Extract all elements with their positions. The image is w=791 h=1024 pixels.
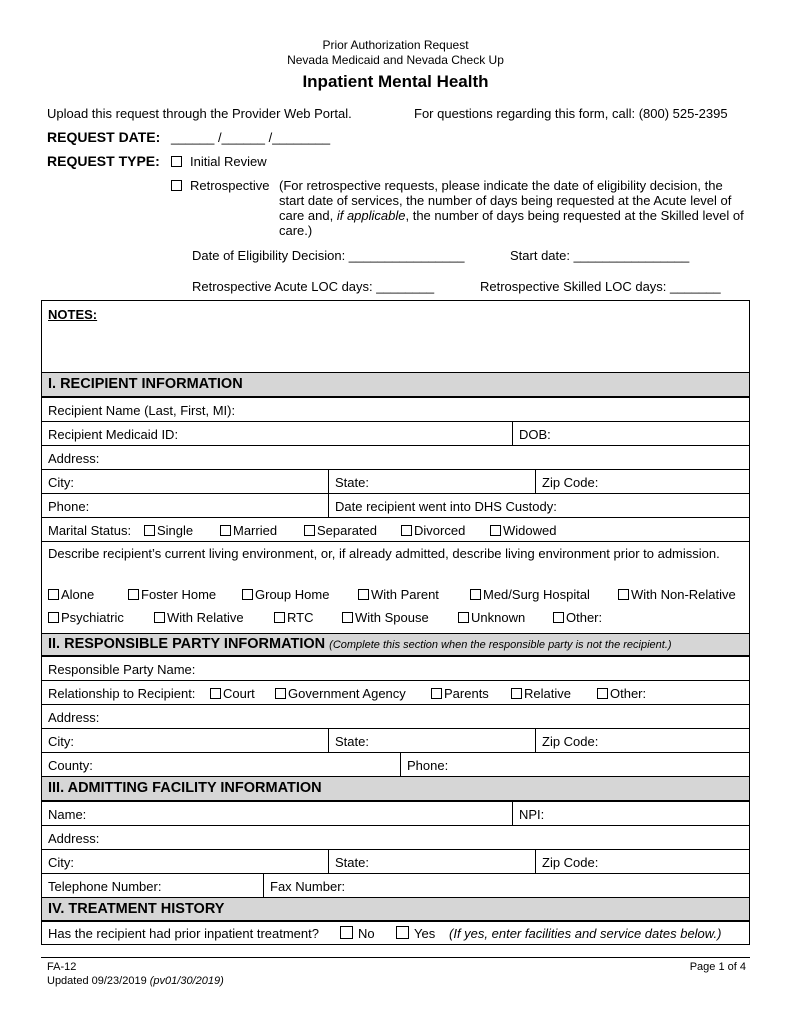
start-date-field[interactable]: Start date: ________________: [510, 248, 690, 263]
marital-status-label: Marital Status:: [48, 523, 132, 538]
form-id: FA-12: [47, 961, 77, 973]
relationship-other[interactable]: Other:: [597, 686, 646, 701]
dob-label: DOB:: [519, 427, 551, 442]
section-3-title: III. ADMITTING FACILITY INFORMATION: [48, 780, 322, 796]
relationship-government-agency[interactable]: Government Agency: [275, 686, 406, 701]
checkbox[interactable]: [275, 688, 286, 699]
section-2-header: [42, 634, 749, 657]
relationship-court[interactable]: Court: [210, 686, 255, 701]
retrospective-checkbox[interactable]: [171, 180, 182, 191]
checkbox[interactable]: [458, 612, 469, 623]
section-2-title: II. RESPONSIBLE PARTY INFORMATION (Complete this section when the responsible party is not the recipient.): [48, 636, 672, 652]
section-3-header: [42, 777, 749, 802]
zip-label: Zip Code:: [542, 855, 599, 870]
initial-review-option[interactable]: Initial Review: [171, 154, 267, 169]
telephone-label: Telephone Number:: [48, 879, 162, 894]
state-label: State:: [335, 734, 369, 749]
living-group-home[interactable]: Group Home: [242, 587, 329, 602]
checkbox[interactable]: [470, 589, 481, 600]
facility-name-row: [42, 802, 749, 826]
checkbox[interactable]: [128, 589, 139, 600]
request-type-label: REQUEST TYPE:: [47, 153, 160, 169]
medicaid-id-label: Recipient Medicaid ID:: [48, 427, 179, 442]
recipient-address-row[interactable]: [42, 446, 749, 470]
living-environment-question: Describe recipient’s current living environment, or, if already admitted, describe living environment prior to admission.: [48, 546, 720, 561]
form-title: Inpatient Mental Health: [302, 72, 489, 91]
living-unknown[interactable]: Unknown: [458, 610, 525, 625]
responsible-address-row[interactable]: [42, 705, 749, 729]
prior-treatment-row: [42, 922, 749, 944]
checkbox[interactable]: [618, 589, 629, 600]
recipient-id-row: [42, 422, 749, 446]
request-date-field[interactable]: ______ /______ /________: [171, 130, 331, 145]
responsible-city-row: [42, 729, 749, 753]
facility-name-label: Name:: [48, 807, 87, 822]
living-alone[interactable]: Alone: [48, 587, 94, 602]
responsible-county-row: [42, 753, 749, 777]
section-4-title: IV. TREATMENT HISTORY: [48, 901, 225, 917]
phone-label: Phone:: [407, 758, 449, 773]
checkbox[interactable]: [242, 589, 253, 600]
checkbox[interactable]: [490, 525, 501, 536]
skilled-loc-days-field[interactable]: Retrospective Skilled LOC days: _______: [480, 279, 721, 294]
updated-date: Updated 09/23/2019 (pv01/30/2019): [47, 975, 224, 987]
npi-label: NPI:: [519, 807, 545, 822]
relationship-parents[interactable]: Parents: [431, 686, 489, 701]
checkbox[interactable]: [48, 589, 59, 600]
checkbox[interactable]: [342, 612, 353, 623]
zip-label: Zip Code:: [542, 475, 599, 490]
header-line-2: Nevada Medicaid and Nevada Check Up: [287, 53, 504, 67]
checkbox[interactable]: [431, 688, 442, 699]
phone-label: Phone:: [48, 499, 90, 514]
facility-city-row: [42, 850, 749, 874]
questions-phone: For questions regarding this form, call: (800) 525-2395: [414, 106, 728, 121]
address-label: Address:: [48, 831, 100, 846]
prior-treatment-no[interactable]: No: [340, 926, 375, 941]
acute-loc-days-field[interactable]: Retrospective Acute LOC days: ________: [192, 279, 435, 294]
marital-single[interactable]: Single: [144, 523, 193, 538]
relationship-relative[interactable]: Relative: [511, 686, 571, 701]
fax-label: Fax Number:: [270, 879, 346, 894]
eligibility-decision-date-field[interactable]: Date of Eligibility Decision: ________________: [192, 248, 465, 263]
section-4-header: [42, 898, 749, 922]
state-label: State:: [335, 855, 369, 870]
living-foster-home[interactable]: Foster Home: [128, 587, 216, 602]
living-with-non-relative[interactable]: With Non-Relative: [618, 587, 736, 602]
checkbox[interactable]: [144, 525, 155, 536]
checkbox[interactable]: [48, 612, 59, 623]
state-label: State:: [335, 475, 369, 490]
checkbox[interactable]: [553, 612, 564, 623]
prior-treatment-note: (If yes, enter facilities and service dates below.): [449, 926, 722, 941]
section-2-note: (Complete this section when the responsible party is not the recipient.): [329, 639, 672, 651]
checkbox[interactable]: [304, 525, 315, 536]
marital-separated[interactable]: Separated: [304, 523, 377, 538]
relationship-label: Relationship to Recipient:: [48, 686, 196, 701]
facility-phone-row: [42, 874, 749, 898]
checkbox[interactable]: [210, 688, 221, 699]
recipient-name-label: Recipient Name (Last, First, MI):: [48, 403, 236, 418]
checkbox[interactable]: [220, 525, 231, 536]
relationship-row: [42, 681, 749, 705]
county-label: County:: [48, 758, 93, 773]
checkbox[interactable]: [358, 589, 369, 600]
checkbox[interactable]: [154, 612, 165, 623]
request-date-label: REQUEST DATE:: [47, 129, 161, 145]
recipient-phone-row: [42, 494, 749, 518]
recipient-name-row[interactable]: [42, 398, 749, 422]
retrospective-option[interactable]: Retrospective: [171, 178, 269, 193]
marital-widowed[interactable]: Widowed: [490, 523, 556, 538]
retrospective-instructions: (For retrospective requests, please indicate the date of eligibility decision, the start date of services, the number of days being requested at the Acute level of care and, if applicable, the number of days being requested at the Skilled level of care.): [279, 178, 744, 238]
checkbox[interactable]: [401, 525, 412, 536]
living-rtc[interactable]: RTC: [274, 610, 313, 625]
address-label: Address:: [48, 710, 100, 725]
checkbox[interactable]: [340, 926, 353, 939]
page-number: Page 1 of 4: [689, 961, 746, 973]
city-label: City:: [48, 734, 74, 749]
recipient-city-row: [42, 470, 749, 494]
checkbox[interactable]: [511, 688, 522, 699]
checkbox[interactable]: [274, 612, 285, 623]
checkbox[interactable]: [597, 688, 608, 699]
living-psychiatric[interactable]: Psychiatric: [48, 610, 124, 625]
city-label: City:: [48, 855, 74, 870]
living-with-spouse[interactable]: With Spouse: [342, 610, 429, 625]
marital-status-row: [42, 518, 749, 542]
footer-divider: [41, 957, 750, 958]
notes-label: NOTES:: [48, 307, 98, 322]
header-line-1: Prior Authorization Request: [322, 38, 469, 52]
upload-instruction: Upload this request through the Provider Web Portal.: [47, 106, 352, 121]
living-with-relative[interactable]: With Relative: [154, 610, 244, 625]
notes-box[interactable]: [42, 301, 749, 373]
responsible-party-name-row[interactable]: [42, 657, 749, 681]
responsible-party-name-label: Responsible Party Name:: [48, 662, 196, 677]
checkbox[interactable]: [396, 926, 409, 939]
marital-divorced[interactable]: Divorced: [401, 523, 465, 538]
living-other[interactable]: Other:: [553, 610, 602, 625]
initial-review-checkbox[interactable]: [171, 156, 182, 167]
marital-married[interactable]: Married: [220, 523, 277, 538]
living-med-surg-hospital[interactable]: Med/Surg Hospital: [470, 587, 590, 602]
dhs-custody-label: Date recipient went into DHS Custody:: [335, 499, 557, 514]
zip-label: Zip Code:: [542, 734, 599, 749]
living-environment-row: [42, 542, 749, 634]
address-label: Address:: [48, 451, 100, 466]
city-label: City:: [48, 475, 74, 490]
version: (pv01/30/2019): [149, 975, 224, 987]
facility-address-row[interactable]: [42, 826, 749, 850]
prior-treatment-question: Has the recipient had prior inpatient treatment?: [48, 926, 319, 941]
section-1-header: [42, 373, 749, 398]
prior-treatment-yes[interactable]: Yes: [396, 926, 435, 941]
living-with-parent[interactable]: With Parent: [358, 587, 439, 602]
request-form-table: [41, 300, 750, 945]
section-1-title: I. RECIPIENT INFORMATION: [48, 376, 243, 392]
